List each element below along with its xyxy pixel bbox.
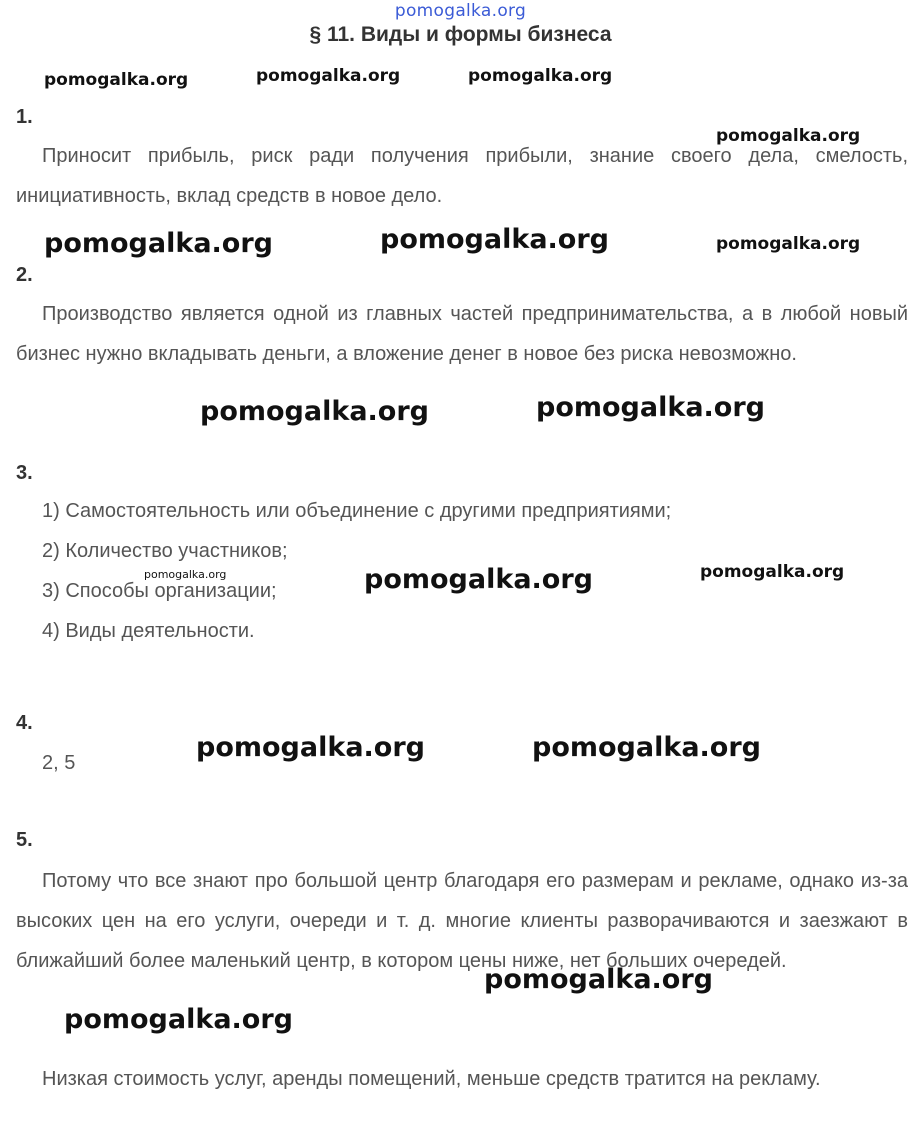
watermark: pomogalka.org [532,732,761,763]
question-3-item: 2) Количество участников; [42,540,288,562]
watermark: pomogalka.org [716,126,861,146]
question-1-number: 1. [16,106,33,128]
question-4-number: 4. [16,712,33,734]
watermark: pomogalka.org [700,562,845,582]
question-4-answer: 2, 5 [42,752,76,774]
question-3-item: 3) Способы организации; [42,580,277,602]
site-url[interactable]: pomogalka.org [394,1,527,21]
page-title: § 11. Виды и формы бизнеса [309,23,612,46]
question-5-answer-paragraph: Низкая стоимость услуг, аренды помещений, меньше средств тратится на рекламу. [42,1068,821,1090]
watermark: pomogalka.org [468,66,613,86]
question-3-item: 1) Самостоятельность или объединение с другими предприятиями; [42,500,672,522]
question-5-answer-paragraph: Потому что все знают про большой центр благодаря его размерам и рекламе, однако из-за высоких цен на его услуги, очереди и т. д. многие клиенты разворачиваются и заезжают в ближайший более маленький центр, в котором цены ниже, нет больших очередей. [16,870,908,972]
watermark: pomogalka.org [64,1004,293,1035]
watermark: pomogalka.org [144,568,227,581]
question-3-number: 3. [16,462,33,484]
watermark: pomogalka.org [380,224,609,255]
watermark: pomogalka.org [44,228,273,259]
watermark: pomogalka.org [44,70,189,90]
question-3-item: 4) Виды деятельности. [42,620,255,642]
question-2-answer: Производство является одной из главных частей предпринимательства, а в любой новый бизнес нужно вкладывать деньги, а вложение денег в новое без риска невозможно. [16,303,908,365]
watermark: pomogalka.org [256,66,401,86]
watermark: pomogalka.org [364,564,593,595]
watermark: pomogalka.org [536,392,765,423]
question-2-number: 2. [16,264,33,286]
watermark: pomogalka.org [200,396,429,427]
watermark: pomogalka.org [484,964,713,995]
question-5-number: 5. [16,829,33,851]
watermark: pomogalka.org [716,234,861,254]
question-1-answer: Приносит прибыль, риск ради получения прибыли, знание своего дела, смелость, инициативность, вклад средств в новое дело. [16,145,908,207]
watermark: pomogalka.org [196,732,425,763]
